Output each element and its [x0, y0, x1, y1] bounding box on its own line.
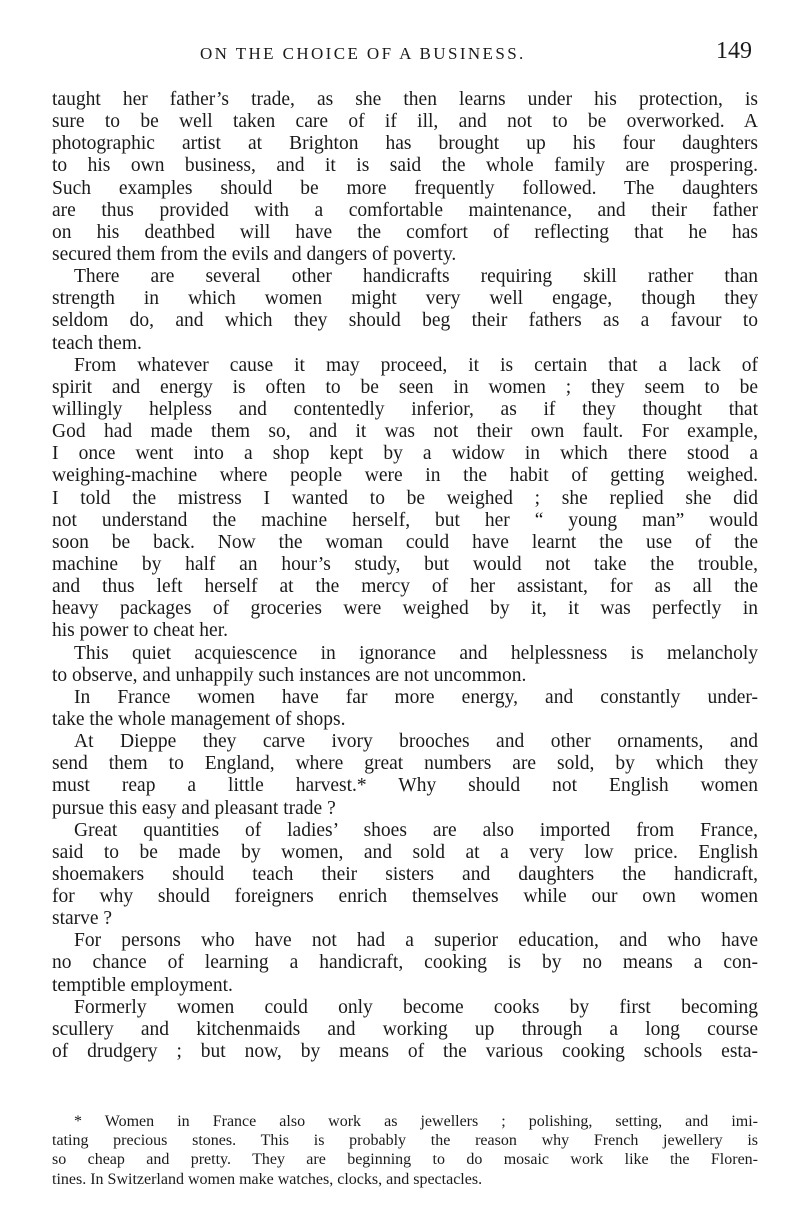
body-text — [52, 89, 758, 1063]
text-line: From whatever cause it may proceed, it is certain that a lack of — [74, 354, 758, 376]
footnote-line: so cheap and pretty. They are beginning to do mosaic work like the Floren- — [52, 1151, 758, 1169]
text-line: At Dieppe they carve ivory brooches and other ornaments, and — [74, 731, 758, 753]
text-line: temptible employment. — [52, 974, 233, 996]
footnote — [52, 1112, 758, 1189]
text-line: starve ? — [52, 908, 113, 930]
text-line: to observe, and unhappily such instances are not uncommon. — [52, 664, 527, 686]
text-line: I once went into a shop kept by a widow in which there stood a — [52, 443, 758, 465]
text-line: pursue this easy and pleasant trade ? — [52, 797, 336, 819]
footnote-line: tines. In Switzerland women make watches, clocks, and spectacles. — [52, 1170, 483, 1188]
text-line: There are several other handicrafts requiring skill rather than — [74, 266, 758, 288]
footnote-line: tating precious stones. This is probably the reason why French jewellery is — [52, 1132, 758, 1150]
text-line: soon be back. Now the woman could have learnt the use of the — [52, 531, 758, 553]
text-line: Formerly women could only become cooks by first becoming — [74, 996, 758, 1018]
text-line: his power to cheat her. — [52, 620, 228, 642]
text-line: must reap a little harvest.* Why should not English women — [52, 775, 758, 797]
text-line: said to be made by women, and sold at a very low price. English — [52, 841, 758, 863]
text-line: teach them. — [52, 332, 142, 354]
text-line: and thus left herself at the mercy of her assistant, for as all the — [52, 576, 758, 598]
text-line: This quiet acquiescence in ignorance and helplessness is melancholy — [74, 642, 758, 664]
running-header — [0, 38, 807, 68]
text-line: God had made them so, and it was not their own fault. For example, — [52, 421, 758, 443]
text-line: Great quantities of ladies’ shoes are also imported from France, — [74, 819, 758, 841]
text-line: spirit and energy is often to be seen in women ; they seem to be — [52, 376, 758, 398]
text-line: to his own business, and it is said the whole family are prospering. — [52, 155, 758, 177]
text-line: In France women have far more energy, and constantly under- — [74, 686, 758, 708]
text-line: weighing-machine where people were in the habit of getting weighed. — [52, 465, 758, 487]
text-line: I told the mistress I wanted to be weighed ; she replied she did — [52, 487, 758, 509]
footnote-line: * Women in France also work as jewellers ; polishing, setting, and imi- — [74, 1113, 758, 1130]
text-line: willingly helpless and contentedly inferior, as if they thought that — [52, 398, 758, 420]
text-line: seldom do, and which they should beg their fathers as a favour to — [52, 310, 758, 332]
running-title: ON THE CHOICE OF A BUSINESS. — [200, 44, 526, 63]
text-line: heavy packages of groceries were weighed by it, it was perfectly in — [52, 598, 758, 620]
text-line: are thus provided with a comfortable maintenance, and their father — [52, 199, 758, 221]
text-line: taught her father’s trade, as she then learns under his protection, is — [52, 89, 758, 110]
text-line: strength in which women might very well engage, though they — [52, 288, 758, 310]
text-line: Such examples should be more frequently followed. The daughters — [52, 177, 758, 199]
text-line: scullery and kitchenmaids and working up through a long course — [52, 1018, 758, 1040]
text-line: For persons who have not had a superior education, and who have — [74, 930, 758, 952]
text-line: send them to England, where great numbers are sold, by which they — [52, 753, 758, 775]
text-line: on his deathbed will have the comfort of reflecting that he has — [52, 221, 758, 243]
text-line: shoemakers should teach their sisters and daughters the handicraft, — [52, 863, 758, 885]
text-line: take the whole management of shops. — [52, 708, 346, 730]
text-line: of drudgery ; but now, by means of the various cooking schools esta- — [52, 1041, 758, 1063]
text-line: sure to be well taken care of if ill, and not to be overworked. A — [52, 111, 758, 133]
text-line: not understand the machine herself, but her “ young man” would — [52, 509, 758, 531]
text-line: machine by half an hour’s study, but would not take the trouble, — [52, 553, 758, 575]
text-line: photographic artist at Brighton has brought up his four daughters — [52, 133, 758, 155]
page-number: 149 — [716, 38, 752, 64]
text-line: for why should foreigners enrich themselves while our own women — [52, 886, 758, 908]
text-line: secured them from the evils and dangers of poverty. — [52, 243, 457, 265]
text-line: no chance of learning a handicraft, cooking is by no means a con- — [52, 952, 758, 974]
